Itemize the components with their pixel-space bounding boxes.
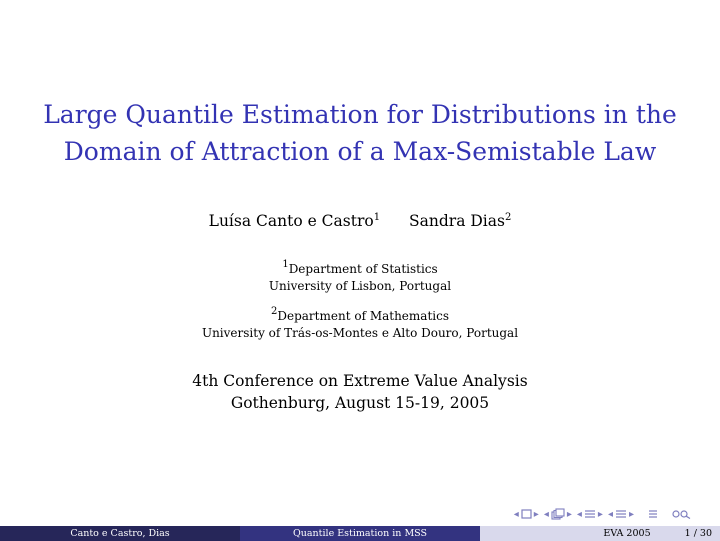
affiliation-1 [0,261,720,295]
author-1 [209,212,380,230]
slide-footer [0,526,720,541]
footer-authors: Canto e Castro, Dias [0,526,240,541]
beamer-navigation [514,506,692,522]
conference-name: 4th Conference on Extreme Value Analysis [192,372,528,390]
part-prev-icon[interactable]: ◂ [607,508,613,520]
footer-page-number: 1 / 30 [684,528,712,539]
author-2-mark: 2 [504,212,512,223]
affiliation-1-institution: University of Lisbon, Portugal [268,279,452,293]
section-prev-icon[interactable]: ◂ [576,508,582,520]
title-line-1: Large Quantile Estimation for Distributions in the [43,100,677,129]
affiliation-1-mark: 1 [282,259,289,270]
subsection-icon[interactable] [551,508,565,520]
part-next-icon[interactable]: ▸ [628,508,634,520]
section-next-icon[interactable]: ▸ [597,508,603,520]
frame-icon[interactable] [521,509,532,519]
author-2 [409,212,511,230]
search-icon[interactable] [672,509,692,519]
author-list [0,212,720,230]
title-line-2: Domain of Attraction of a Max-Semistable Law [63,137,657,166]
section-icon[interactable] [584,509,596,519]
part-icon[interactable] [615,509,627,519]
author-2-name: Sandra Dias [409,212,505,230]
affiliation-2-department: Department of Mathematics [277,309,449,323]
frame-next-icon[interactable]: ▸ [533,508,539,520]
author-1-mark: 1 [373,212,381,223]
affiliation-2 [0,308,720,342]
conference-place-date: Gothenburg, August 15-19, 2005 [230,394,490,412]
affiliation-2-institution: University of Trás-os-Montes e Alto Douro, Portugal [201,326,519,340]
footer-title: Quantile Estimation in MSS [240,526,480,541]
affiliation-1-department: Department of Statistics [288,262,438,276]
subsection-next-icon[interactable]: ▸ [566,508,572,520]
conference-info [0,370,720,414]
frame-prev-icon[interactable]: ◂ [513,508,519,520]
subsection-prev-icon[interactable]: ◂ [543,508,549,520]
author-1-name: Luísa Canto e Castro [208,212,374,230]
affiliation-2-mark: 2 [271,306,278,317]
equiv-icon[interactable] [648,509,658,519]
footer-date: EVA 2005 [603,528,651,539]
presentation-title [0,96,720,170]
footer-info [480,526,720,541]
